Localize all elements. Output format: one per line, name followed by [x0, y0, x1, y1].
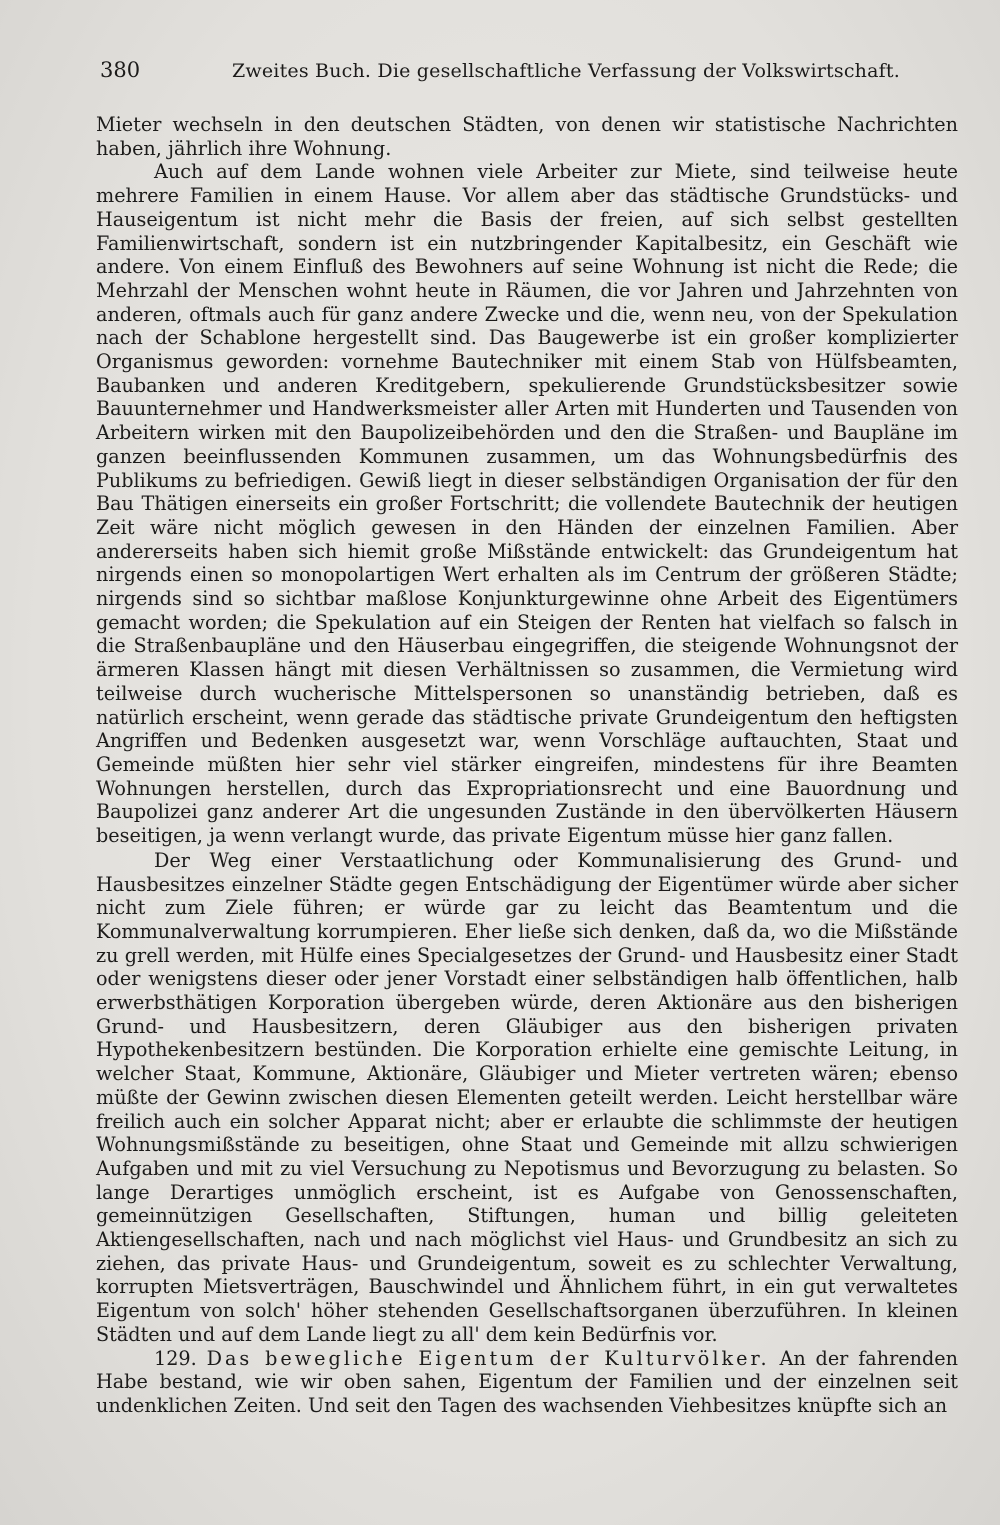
section-number: 129. [154, 1346, 197, 1370]
paragraph-continued: Mieter wechseln in den deutschen Städten, von denen wir statistische Nachrichten haben, jährlich ihre Wohnung. [96, 113, 958, 160]
running-title: Zweites Buch. Die gesellschaftliche Verfassung der Volkswirtschaft. [232, 60, 900, 82]
page-number: 380 [100, 58, 141, 82]
section-text: An der fahrenden Habe bestand, wie wir oben sahen, Eigentum der Familien und der einzelnen seit undenklichen Zeiten. Und seit den Tagen des wachsenden Viehbesitzes knüpfte sich an [96, 1346, 958, 1417]
section-paragraph [96, 1347, 958, 1418]
page-body [96, 113, 958, 1418]
page-header [100, 58, 960, 90]
section-heading: Das bewegliche Eigentum der Kulturvölker. [206, 1346, 770, 1370]
paragraph: Auch auf dem Lande wohnen viele Arbeiter zur Miete, sind teilweise heute mehrere Familien in einem Hause. Vor allem aber das städtische Grundstücks- und Hauseigentum ist nicht mehr die Basis der freien, auf sich selbst gestellten Familienwirtschaft, sondern ist ein nutzbringender Kapitalbesitz, ein Geschäft wie andere. Von einem Einfluß des Bewohners auf seine Wohnung ist nicht die Rede; die Mehrzahl der Menschen wohnt heute in Räumen, die vor Jahren und Jahrzehnten von anderen, oftmals auch für ganz andere Zwecke und die, wenn neu, von der Spekulation nach der Schablone hergestellt sind. Das Baugewerbe ist ein großer komplizierter Organismus geworden: vornehme Bautechniker mit einem Stab von Hülfsbeamten, Baubanken und anderen Kreditgebern, spekulierende Grundstücksbesitzer sowie Bauunternehmer und Handwerksmeister aller Arten mit Hunderten und Tausenden von Arbeitern wirken mit den Baupolizeibehörden und den die Straßen- und Baupläne im ganzen beeinflussenden Kommunen zusammen, um das Wohnungsbedürfnis des Publikums zu befriedigen. Gewiß liegt in dieser selbständigen Organisation der für den Bau Thätigen einerseits ein großer Fortschritt; die vollendete Bautechnik der heutigen Zeit wäre nicht möglich gewesen in den Händen der einzelnen Familien. Aber andererseits haben sich hiemit große Mißstände entwickelt: das Grundeigentum hat nirgends einen so monopolartigen Wert erhalten als im Centrum der größeren Städte; nirgends sind so sichtbar maßlose Konjunkturgewinne ohne Arbeit des Eigentümers gemacht worden; die Spekulation auf ein Steigen der Renten hat vielfach so falsch in die Straßenbaupläne und den Häuserbau eingegriffen, die steigende Wohnungsnot der ärmeren Klassen hängt mit diesen Verhältnissen so zusammen, die Vermietung wird teilweise durch wucherische Mittelspersonen so unanständig betrieben, daß es natürlich erscheint, wenn gerade das städtische private Grundeigentum den heftigsten Angriffen und Bedenken ausgesetzt war, wenn Vorschläge auftauchten, Staat und Gemeinde müßten hier sehr viel stärker eingreifen, mindestens für ihre Beamten Wohnungen herstellen, durch das Expropriationsrecht und eine Bauordnung und Baupolizei ganz anderer Art die ungesunden Zustände in den übervölkerten Häusern beseitigen, ja wenn verlangt wurde, das private Eigentum müsse hier ganz fallen. [96, 160, 958, 848]
paragraph: Der Weg einer Verstaatlichung oder Kommunalisierung des Grund- und Hausbesitzes einzelner Städte gegen Entschädigung der Eigentümer würde aber sicher nicht zum Ziele führen; er würde gar zu leicht das Beamtentum und die Kommunalverwaltung korrumpieren. Eher ließe sich denken, daß da, wo die Mißstände zu grell werden, mit Hülfe eines Specialgesetzes der Grund- und Hausbesitz einer Stadt oder wenigstens dieser oder jener Vorstadt einer selbständigen halb öffentlichen, halb erwerbsthätigen Korporation übergeben würde, deren Aktionäre aus den bisherigen Grund- und Hausbesitzern, deren Gläubiger aus den bisherigen privaten Hypothekenbesitzern bestünden. Die Korporation erhielte eine gemischte Leitung, in welcher Staat, Kommune, Aktionäre, Gläubiger und Mieter vertreten wären; ebenso müßte der Gewinn zwischen diesen Elementen geteilt werden. Leicht herstellbar wäre freilich auch ein solcher Apparat nicht; aber er erlaubte die schlimmste der heutigen Wohnungsmißstände zu beseitigen, ohne Staat und Gemeinde mit allzu schwierigen Aufgaben und mit zu viel Versuchung zu Nepotismus und Bevorzugung zu belasten. So lange Derartiges unmöglich erscheint, ist es Aufgabe von Genossenschaften, gemeinnützigen Gesellschaften, Stiftungen, human und billig geleiteten Aktiengesellschaften, nach und nach möglichst viel Haus- und Grundbesitz an sich zu ziehen, das private Haus- und Grundeigentum, soweit es zu schlechter Verwaltung, korrupten Mietsverträgen, Bauschwindel und Ähnlichem führt, in ein gut verwaltetes Eigentum von solch' höher stehenden Gesellschaftsorganen überzuführen. In kleinen Städten und auf dem Lande liegt zu all' dem kein Bedürfnis vor. [96, 848, 958, 1346]
